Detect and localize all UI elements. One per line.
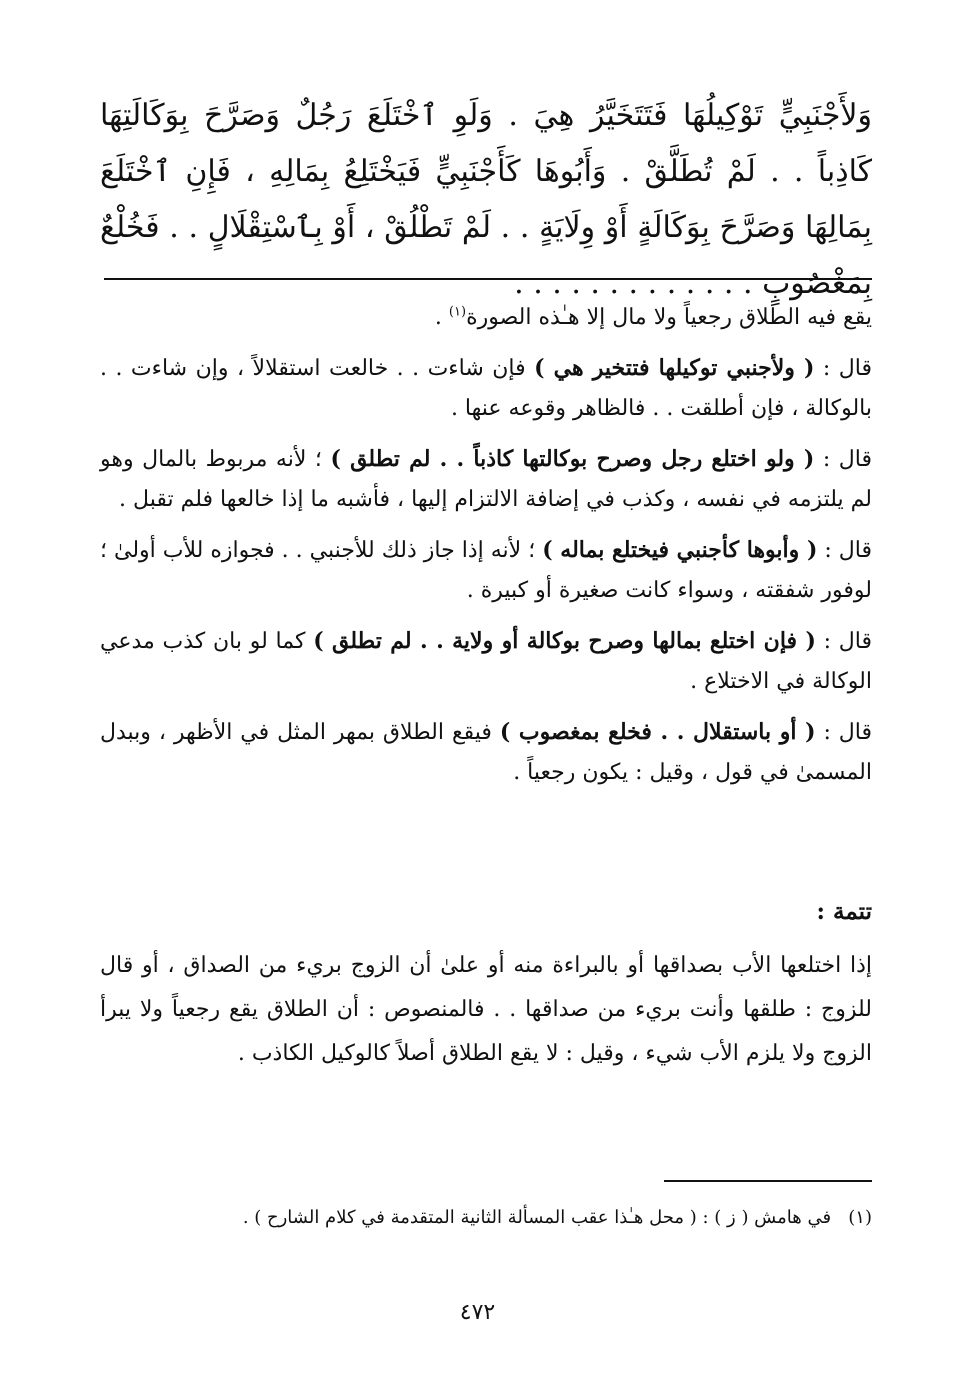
footnote [100, 1203, 872, 1233]
commentary-paragraph: قال : ( ولأجنبي توكيلها فتتخير هي ) فإن شاءت . . خالعت استقلالاً ، وإن شاءت . . بالوكالة ، فإن أطلقت . . فالظاهر وقوعه عنها . [100, 355, 872, 421]
sharh-commentary [100, 298, 872, 803]
matn-quote: ( ولأجنبي توكيلها فتتخير هي ) [534, 355, 815, 381]
commentary-paragraph: قال : ( فإن اختلع بمالها وصرح بوكالة أو ولاية . . لم تطلق ) كما لو بان كذب مدعي الوكالة في الاختلاع . [100, 628, 872, 694]
commentary-paragraph: قال : ( ولو اختلع رجل وصرح بوكالتها كاذباً . . لم تطلق ) ؛ لأنه مربوط بالمال وهو لم يلتزمه في نفسه ، وكذب في إضافة الالتزام إليها ، فأشبه ما إذا خالعها فلم تقبل . [100, 446, 872, 512]
footnote-rule [664, 1180, 872, 1182]
footnote-ref: (١) [448, 304, 467, 320]
matn-quote: ( فإن اختلع بمالها وصرح بوكالة أو ولاية . . لم تطلق ) [313, 628, 816, 654]
section-heading: تتمة : [816, 898, 872, 925]
matn-quote: ( ولو اختلع رجل وصرح بوكالتها كاذباً . . لم تطلق ) [330, 446, 815, 472]
commentary-paragraph: قال : ( أو باستقلال . . فخلع بمغصوب ) فيقع الطلاق بمهر المثل في الأظهر ، وببدل المسمىٰ في قول ، وقيل : يكون رجعياً . [100, 719, 873, 785]
page-number: ٤٧٢ [459, 1300, 496, 1325]
matn-quote: ( وأبوها كأجنبي فيختلع بماله ) [542, 537, 818, 563]
footnote-marker: (١) [848, 1207, 872, 1228]
footnote-text: في هامش ( ز ) : ( محل هـٰذا عقب المسألة الثانية المتقدمة في كلام الشارح ) . [242, 1207, 832, 1228]
separator-rule [104, 278, 872, 280]
commentary-paragraph: قال : ( وأبوها كأجنبي فيختلع بماله ) ؛ لأنه إذا جاز ذلك للأجنبي . . فجوازه للأب أولىٰ ؛ لوفور شفقته ، وسواء كانت صغيرة أو كبيرة . [100, 537, 872, 603]
commentary-paragraph: يقع فيه الطلاق رجعياً ولا مال إلا هـٰذه الصورة$^{(١)}$ . [434, 304, 872, 330]
matn-quote: ( أو باستقلال . . فخلع بمغصوب ) [499, 719, 816, 745]
tatimma-text: إذا اختلعها الأب بصداقها أو بالبراءة منه أو علىٰ أن الزوج بريء من الصداق ، أو قال للزوج : طلقها وأنت بريء من صداقها . . فالمنصوص : أن الطلاق يقع رجعياً ولا يبرأ الزوج ولا يلزم الأب شيء ، وقيل : لا يقع الطلاق أصلاً كالوكيل الكاذب . [100, 953, 872, 1066]
matn-text: وَلأَجْنَبِيٍّ تَوْكِيلُهَا فَتَتَخَيَّرُ هِيَ . وَلَوِ ٱخْتَلَعَ رَجُلٌ وَصَرَّحَ بِوَكَالَتِهَا كَاذِباً . . لَمْ تُطَلَّقْ . وَأَبُوهَا كَأَجْنَبِيٍّ فَيَخْتَلِعُ بِمَالِهِ ، فَإِنِ ٱخْتَلَعَ بِمَالِهَا وَصَرَّحَ بِوَكَالَةٍ أَوْ وِلَايَةٍ . . لَمْ تَطْلُقْ ، أَوْ بِٱسْتِقْلَالٍ . . فَخُلْعٌ بِمَغْصُوبٍ . . . . . . . . . . . . . [100, 98, 872, 301]
